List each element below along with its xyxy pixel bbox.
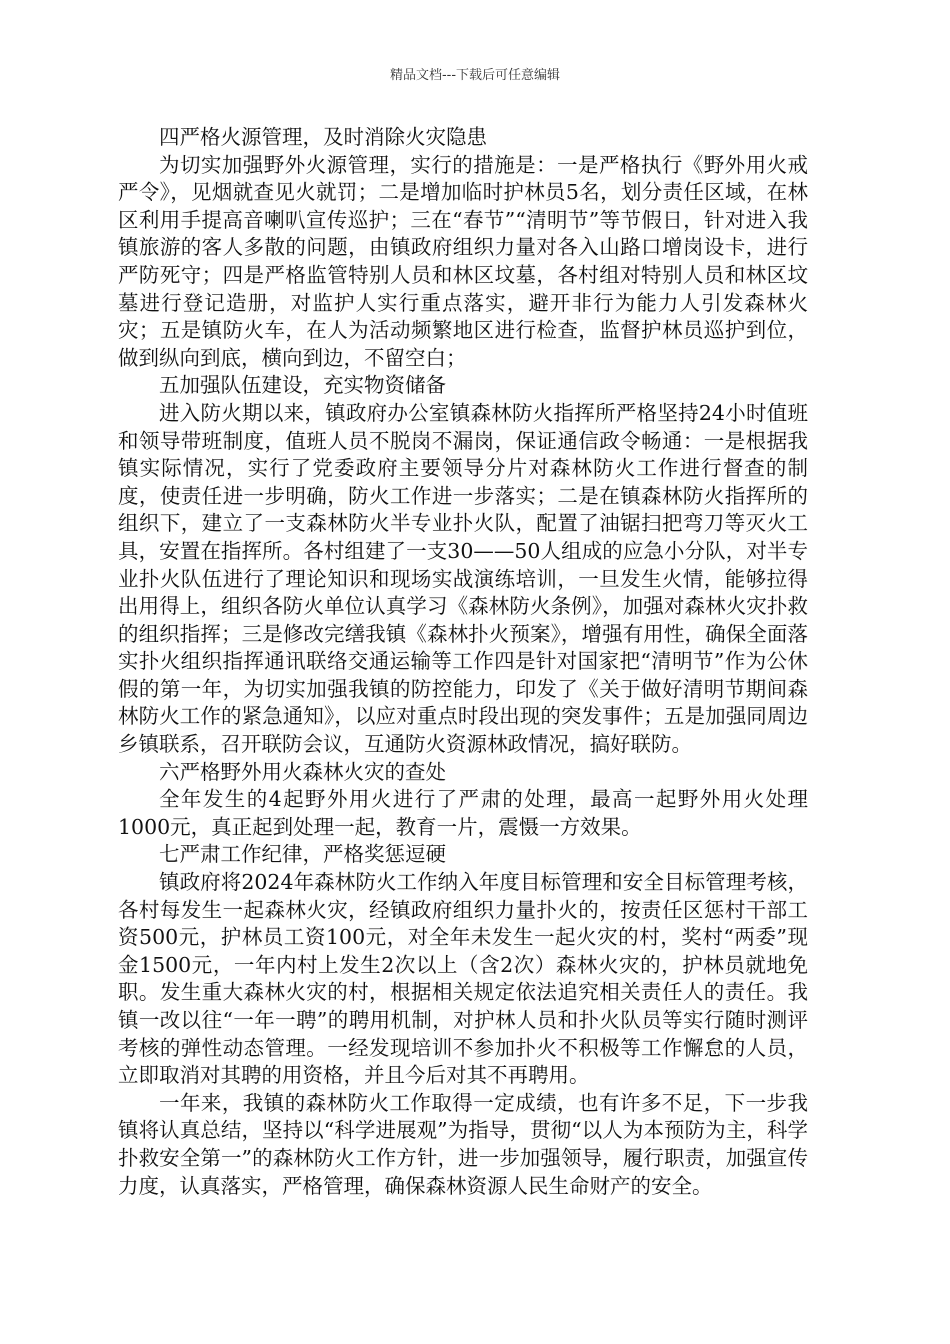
page-header: 精品文档---下载后可任意编辑 bbox=[389, 68, 561, 83]
paragraph-conclusion: 一年来，我镇的森林防火工作取得一定成绩，也有许多不足，下一步我镇将认真总结，坚持以“科学进展观”为指导，贯彻“以人为本预防为主，科学扑救安全第一”的森林防火工作方针，进一步加强领导，履行职责，加强宣传力度，认真落实，严格管理，确保森林资源人民生命财产的安全。 bbox=[118, 1090, 808, 1198]
paragraph-fire-investigation: 全年发生的4起野外用火进行了严肃的处理，最高一起野外用火处理1000元，真正起到处理一起，教育一片，震慑一方效果。 bbox=[118, 787, 808, 839]
section-heading-4: 四严格火源管理，及时消除火灾隐患 bbox=[159, 125, 487, 149]
paragraph-team-building: 进入防火期以来，镇政府办公室镇森林防火指挥所严格坚持24小时值班和领导带班制度，值班人员不脱岗不漏岗，保证通信政令畅通：一是根据我镇实际情况，实行了党委政府主要领导分片对森林防火工作进行督查的制度，使责任进一步明确，防火工作进一步落实；二是在镇森林防火指挥所的组织下，建立了一支森林防火半专业扑火队，配置了油锯扫把弯刀等灭火工具，安置在指挥所。各村组建了一支30——50人组成的应急小分队，对半专业扑火队伍进行了理论知识和现场实战演练培训，一旦发生火情，能够拉得出用得上，组织各防火单位认真学习《森林防火条例》，加强对森林火灾扑救的组织指挥；三是修改完缮我镇《森林扑火预案》，增强有用性，确保全面落实扑火组织指挥通讯联络交通运输等工作四是针对国家把“清明节”作为公休假的第一年，为切实加强我镇的防控能力，印发了《关于做好清明节期间森林防火工作的紧急通知》，以应对重点时段出现的突发事件；五是加强同周边乡镇联系，召开联防会议，互通防火资源林政情况，搞好联防。 bbox=[118, 400, 808, 757]
section-heading-5: 五加强队伍建设，充实物资储备 bbox=[159, 373, 446, 398]
section-heading-6: 六严格野外用火森林火灾的查处 bbox=[159, 759, 446, 784]
paragraph-fire-source-management: 为切实加强野外火源管理，实行的措施是：一是严格执行《野外用火戒严令》，见烟就查见火就罚；二是增加临时护林员5名，划分责任区域，在林区利用手提高音喇叭宣传巡护；三在“春节”“清明节”等节假日，针对进入我镇旅游的客人多散的问题，由镇政府组织力量对各入山路口增岗设卡，进行严防死守；四是严格监管特别人员和林区坟墓，各村组对特别人员和林区坟墓进行登记造册，对监护人实行重点落实，避开非行为能力人引发森林火灾；五是镇防火车，在人为活动频繁地区进行检查，监督护林员巡护到位，做到纵向到底，横向到边，不留空白； bbox=[118, 152, 808, 370]
document-body bbox=[118, 124, 808, 1200]
paragraph-work-discipline: 镇政府将2024年森林防火工作纳入年度目标管理和安全目标管理考核，各村每发生一起森林火灾，经镇政府组织力量扑火的，按责任区惩村干部工资500元，护林员工资100元，对全年未发生一起火灾的村，奖村“两委”现金1500元，一年内村上发生2次以上（含2次）森林火灾的，护林员就地免职。发生重大森林火灾的村，根据相关规定依法追究相关责任人的责任。我镇一改以往“一年一聘”的聘用机制，对护林人员和扑火队员等实行随时测评考核的弹性动态管理。一经发现培训不参加扑火不积极等工作懈怠的人员，立即取消对其聘的用资格，并且今后对其不再聘用。 bbox=[118, 870, 808, 1088]
section-heading-7: 七严肃工作纪律，严格奖惩逗硬 bbox=[159, 842, 446, 867]
